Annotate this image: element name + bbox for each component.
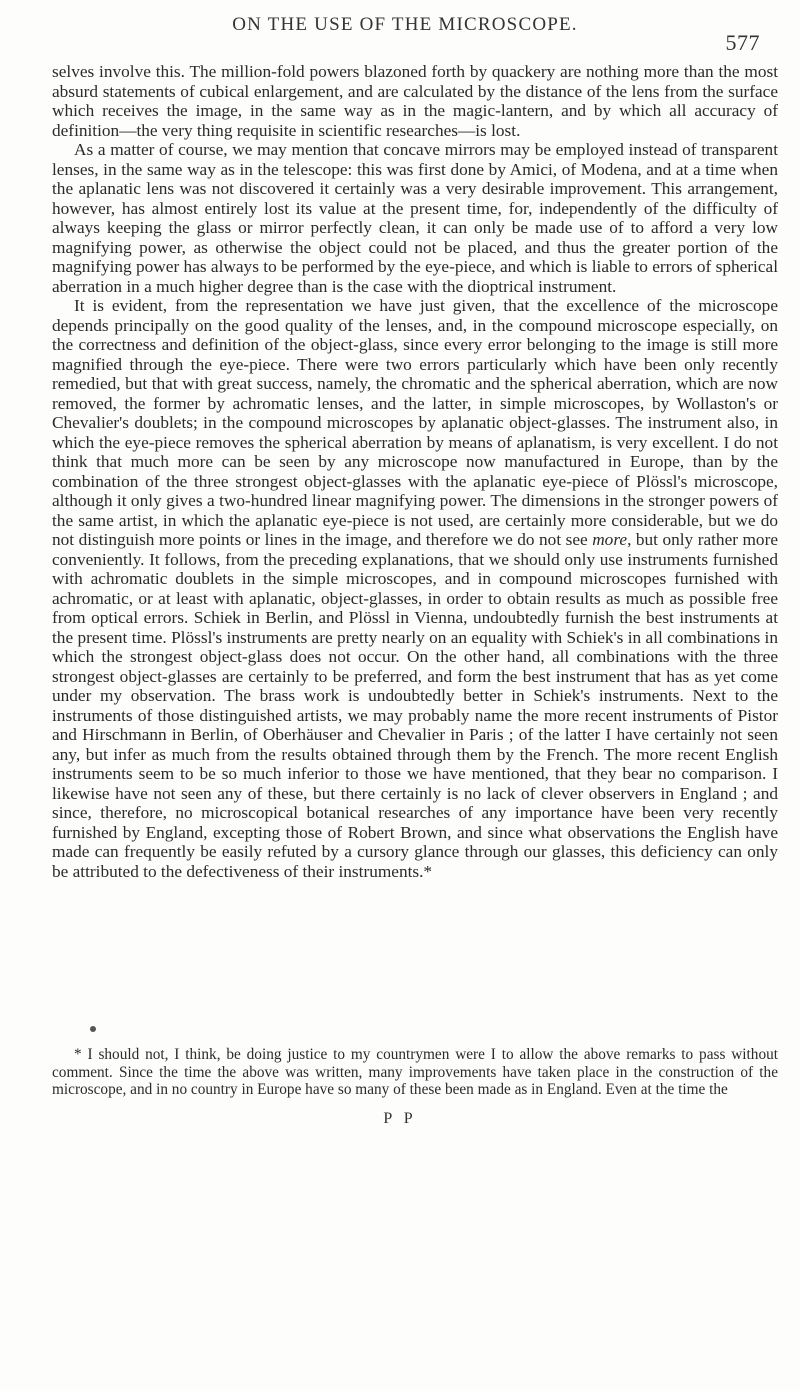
paragraph [52,62,778,140]
page-header [50,14,760,54]
footnote: * I should not, I think, be doing justice to my countrymen were I to allow the above remarks to pass without comment. Since the time the above was written, many improvements have taken place in the construction of the microscope, and in no country in Europe have so many of these been made as in England. Even at the time the [52,1046,778,1098]
paragraph-text: , but only rather more conveniently. It follows, from the preceding explanations, that we should only use instruments furnished with achromatic doublets in the simple microscopes, and in compound microscopes furnished with achromatic, or at least with aplanatic, object-glasses, in order to obtain results as much as possible free from optical errors. Schiek in Berlin, and Plössl in Vienna, undoubtedly furnish the best instruments at the present time. Plössl's instruments are pretty nearly on an equality with Schiek's in all combinations in which the strongest object-glass does not occur. On the other hand, all combinations with the three strongest object-glasses are certainly to be preferred, and form the best instrument that has as yet come under my observation. The brass work is undoubtedly better in Schiek's instruments. Next to the instruments of those distinguished artists, we may probably name the more recent instruments of Pistor and Hirschmann in Berlin, of Oberhäuser and Chevalier in Paris ; of the latter I have certainly not seen any, but infer as much from the results obtained through them by the French. The more recent English instruments seem to be so much inferior to those we have mentioned, that they bear no comparison. I likewise have not seen any of these, but there certainly is no lack of clever observers in England ; and since, therefore, no microscopical botanical researches of any importance have been very recently furnished by England, excepting those of Robert Brown, and since what observations the English have made can frequently be easily refuted by a cursory glance through our glasses, this deficiency can only be attributed to the defectiveness of their instruments.* [52,530,778,881]
emphasized-word: more [592,530,628,549]
running-title: ON THE USE OF THE MICROSCOPE. [232,14,578,35]
page-number: 577 [725,30,760,55]
paragraph-text: As a matter of course, we may mention that concave mirrors may be employed instead of transparent lenses, in the same way as in the telescope: this was first done by Amici, of Modena, and at a time when the aplanatic lens was not discovered it certainly was a very desirable improvement. This arrangement, however, has almost entirely lost its value at the present time, for, independently of the difficulty of always keeping the glass or mirror perfectly clean, it can only be made use of to afford a very low magnifying power, as otherwise the object could not be placed, and thus the greater portion of the magnifying power has always to be performed by the eye-piece, and which is liable to errors of spherical aberration in a much higher degree than is the case with the dioptrical instrument. [52,140,778,296]
signature-mark: P P [383,1110,417,1127]
paragraph [52,296,778,881]
body-text [52,62,778,881]
paragraph-text: selves involve this. The million-fold powers blazoned forth by quackery are nothing more than the most absurd statements of cubical enlargement, and are calculated by the distance of the lens from the surface which receives the image, in the same way as in the magic-lantern, and by which all accuracy of definition—the very thing requisite in scientific researches—is lost. [52,62,778,140]
ink-dot [90,1026,96,1032]
paragraph [52,140,778,296]
paragraph-text: It is evident, from the representation we have just given, that the excellence of the microscope depends principally on the good quality of the lenses, and, in the compound microscope especially, on the correctness and definition of the object-glass, since every error belonging to the image is still more magnified through the eye-piece. There were two errors particularly which have been only recently remedied, but that with great success, namely, the chromatic and the spherical aberration, which are now removed, the former by achromatic lenses, and the latter, in simple microscopes, by Wollaston's or Chevalier's doublets; in the compound microscopes by aplanatic object-glasses. The instrument also, in which the eye-piece removes the spherical aberration by means of aplanatism, is very excellent. I do not think that much more can be seen by any microscope now manufactured in Europe, than by the combination of the three strongest object-glasses with the aplanatic eye-piece of Plössl's microscope, although it only gives a two-hundred linear magnifying power. The dimensions in the stronger powers of the same artist, in which the aplanatic eye-piece is not used, are certainly more considerable, but we do not distinguish more points or lines in the image, and therefore we do not see [52,296,778,549]
